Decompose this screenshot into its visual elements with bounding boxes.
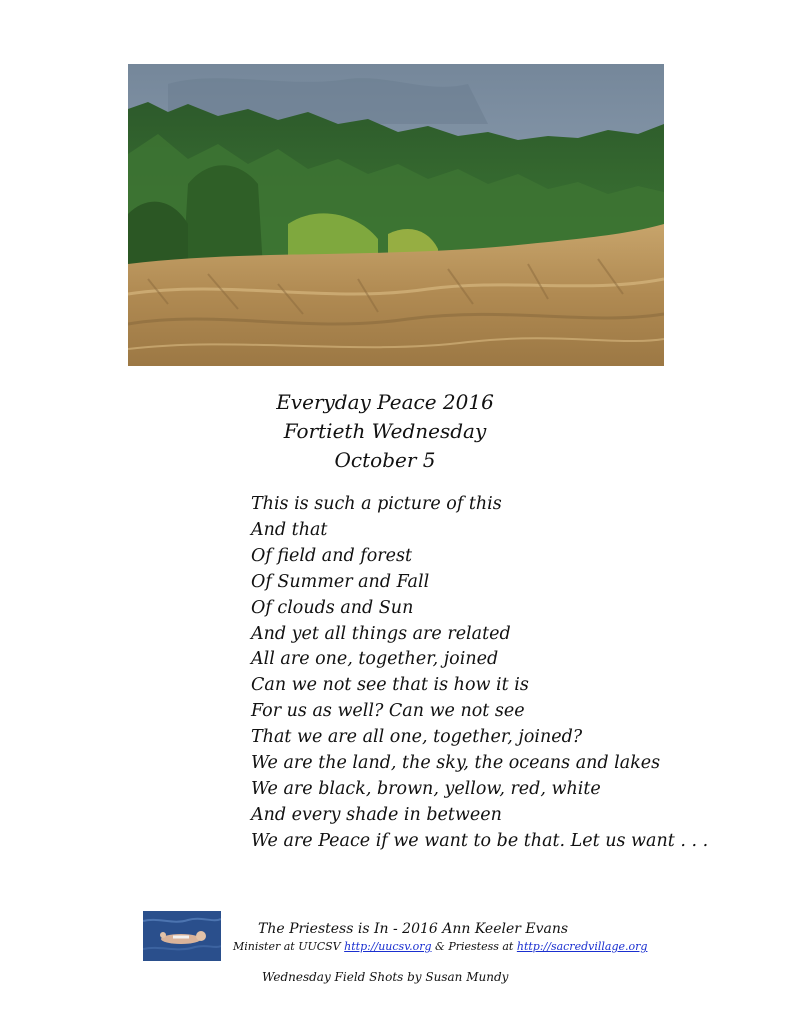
poem-line: Of field and forest [251, 545, 412, 566]
swimmer-photo [143, 911, 221, 961]
poem-body [251, 492, 721, 855]
title-line-2: Fortieth Wednesday [283, 419, 487, 443]
poem-line: Of Summer and Fall [251, 571, 430, 592]
title-line-3: October 5 [334, 448, 436, 472]
title-block [240, 388, 530, 475]
poem-line: All are one, together, joined [251, 649, 499, 670]
poem-line: And that [251, 519, 328, 540]
poem-line: And every shade in between [251, 804, 502, 825]
poem-line: We are Peace if we want to be that. Let us want . . . [251, 830, 709, 851]
uucsv-link[interactable]: http://uucsv.org [344, 940, 432, 953]
title-line-1: Everyday Peace 2016 [276, 390, 494, 414]
minister-text: Minister at UUCSV [233, 940, 341, 953]
poem-line: We are the land, the sky, the oceans and lakes [251, 753, 661, 774]
poem-line: Of clouds and Sun [251, 597, 414, 618]
poem-line: And yet all things are related [251, 623, 511, 644]
priestess-text: & Priestess at [435, 940, 514, 953]
poem-line: Can we not see that is how it is [251, 675, 529, 696]
poem-line: For us as well? Can we not see [251, 701, 525, 722]
poem-line: That we are all one, together, joined? [251, 727, 583, 748]
poem-line: This is such a picture of this [251, 494, 502, 514]
poem-line: We are black, brown, yellow, red, white [251, 778, 601, 799]
photo-credit: Wednesday Field Shots by Susan Mundy [262, 970, 509, 984]
footer-affiliations [233, 940, 647, 953]
footer-heading: The Priestess is In - 2016 Ann Keeler Evans [258, 921, 569, 937]
sacredvillage-link[interactable]: http://sacredvillage.org [516, 940, 648, 953]
field-forest-photo [128, 64, 664, 366]
